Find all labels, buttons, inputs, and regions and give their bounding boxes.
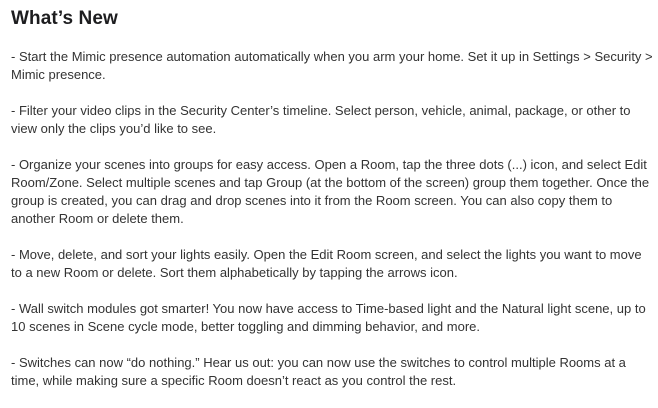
release-note-wall-switch: - Wall switch modules got smarter! You now have access to Time-based light and the Natural light scene, up to 10 scenes in Scene cycle mode, better toggling and dimming behavior, and more.	[11, 301, 646, 334]
release-note-video-filter: - Filter your video clips in the Security Center’s timeline. Select person, vehicle, animal, package, or other to view only the clips you’d like to see.	[11, 103, 631, 136]
page-title: What’s New	[11, 8, 118, 29]
release-note-switches-do-nothing: - Switches can now “do nothing.” Hear us out: you can now use the switches to control multiple Rooms at a time, while making sure a specific Room doesn’t react as you control the rest.	[11, 355, 626, 388]
release-notes-list	[11, 48, 653, 390]
release-note-lights-management: - Move, delete, and sort your lights easily. Open the Edit Room screen, and select the lights you want to move to a new Room or delete. Sort them alphabetically by tapping the arrows icon.	[11, 247, 642, 280]
release-note-scene-groups: - Organize your scenes into groups for easy access. Open a Room, tap the three dots (...) icon, and select Edit Room/Zone. Select multiple scenes and tap Group (at the bottom of the screen) group them together. Once the group is created, you can drag and drop scenes into it from the Room screen. You can also copy them to another Room or delete them.	[11, 157, 650, 226]
whats-new-panel	[11, 8, 653, 390]
release-note-mimic-presence: - Start the Mimic presence automation automatically when you arm your home. Set it up in Settings > Security > Mimic presence.	[11, 49, 653, 82]
